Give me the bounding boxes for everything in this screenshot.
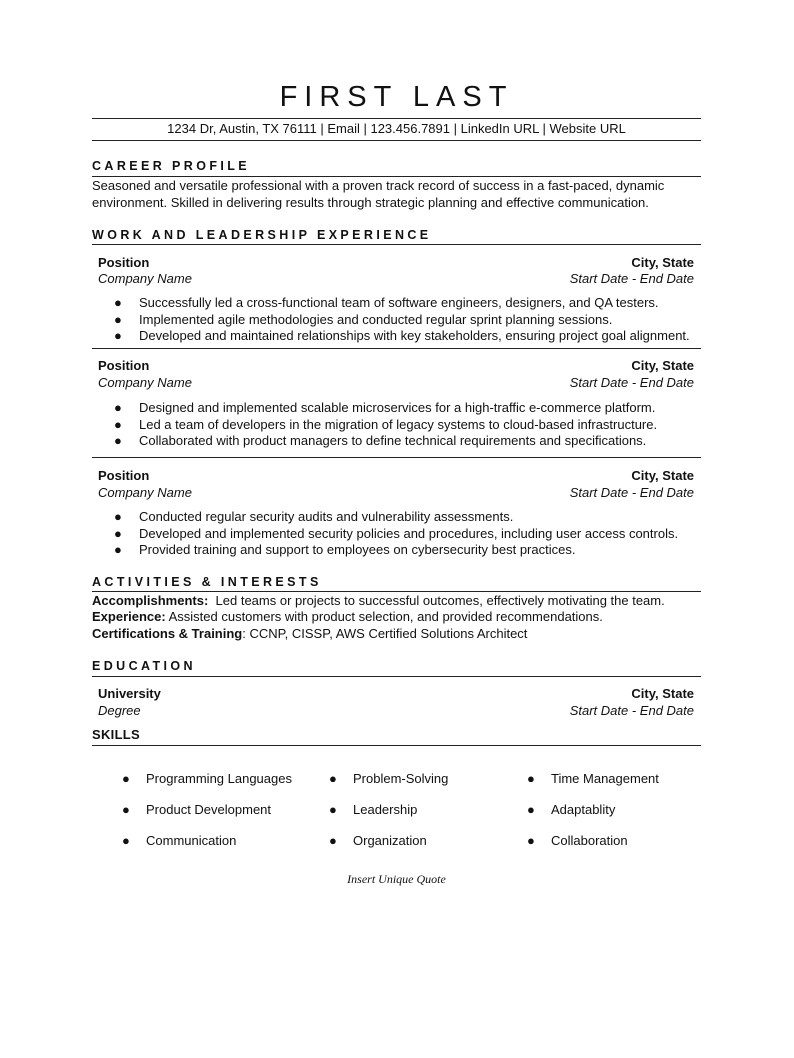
education-location: City, State [631,686,694,701]
resume-name: FIRST LAST [279,81,514,113]
bullet-icon: ● [114,328,122,343]
list-item: ● Collaborated with product managers to define technical requirements and specifications. [114,433,647,448]
skill-item: ● Product Development [122,802,272,817]
skill-item: ● Programming Languages [122,771,292,786]
job-bullets [114,400,704,450]
activities-rule [92,591,701,592]
education-dates: Start Date - End Date [569,703,694,718]
job-position: Position [98,468,150,483]
header-top-rule [92,118,701,119]
job-bullets [114,509,704,559]
skill-item: ● Leadership [329,802,418,817]
list-item: ● Implemented agile methodologies and conducted regular sprint planning sessions. [114,311,613,327]
skills-rule [92,745,701,746]
job-company: Company Name [98,271,192,286]
bullet-icon: ● [329,833,337,848]
list-item: ● Successfully led a cross-functional team of software engineers, designers, and QA testers. [114,295,659,310]
job-dates: Start Date - End Date [569,485,694,500]
job-company-row [98,270,694,287]
list-item: ● Developed and implemented security policies and procedures, including user access controls. [114,525,679,541]
career-profile-text [92,178,701,211]
activities-heading: ACTIVITIES & INTERESTS [92,575,322,589]
bullet-icon: ● [114,433,122,448]
bullet-icon: ● [114,525,122,541]
activity-line [92,609,701,626]
bullet-icon: ● [122,802,130,817]
bullet-icon: ● [329,771,337,786]
list-item: ● Led a team of developers in the migration of legacy systems to cloud-based infrastructure. [114,416,658,432]
skill-item: ● Time Management [527,771,659,786]
bullet-icon: ● [527,771,535,786]
job-company-row [98,374,694,391]
activity-line [92,593,701,610]
skill-item: ● Organization [329,833,427,848]
job-location: City, State [631,358,694,373]
career-profile-line: environment. Skilled in delivering results through strategic planning and effective communication. [92,194,649,210]
skill-item: ● Adaptablity [527,802,616,817]
job-dates: Start Date - End Date [569,375,694,390]
skills-heading: SKILLS [92,727,141,742]
experience-rule [92,244,701,245]
bullet-icon: ● [114,542,122,557]
education-rule [92,676,701,677]
bullet-icon: ● [114,416,122,432]
job-divider [92,457,701,458]
bullet-icon: ● [114,400,122,415]
job-divider [92,348,701,349]
job-bullets [114,295,704,345]
skill-item: ● Communication [122,833,237,848]
contact-line: 1234 Dr, Austin, TX 76111 | Email | 123.456.7891 | LinkedIn URL | Website URL [167,121,626,136]
job-company: Company Name [98,485,192,500]
education-degree: Degree [98,703,141,718]
job-position: Position [98,358,150,373]
activity-text: Led teams or projects to successful outcomes, effectively motivating the team. [208,593,665,608]
job-dates: Start Date - End Date [569,271,694,286]
bullet-icon: ● [122,833,130,848]
bullet-icon: ● [114,509,122,524]
job-company: Company Name [98,375,192,390]
education-heading: EDUCATION [92,659,196,673]
activity-text: : CCNP, CISSP, AWS Certified Solutions Architect [242,626,528,641]
education-degree-row [98,702,694,719]
bullet-icon: ● [114,295,122,310]
job-position: Position [98,255,150,270]
activity-label: Certifications & Training [92,626,243,641]
job-title-row [98,467,694,484]
activity-label: Accomplishments: [92,593,209,608]
bullet-icon: ● [527,802,535,817]
header-bottom-rule [92,140,701,141]
activity-text: Assisted customers with product selection, and provided recommendations. [165,609,603,624]
list-item: ● Designed and implemented scalable microservices for a high-traffic e-commerce platform. [114,400,656,415]
list-item: ● Developed and maintained relationships with key stakeholders, ensuring project goal alignment. [114,328,690,343]
experience-heading: WORK AND LEADERSHIP EXPERIENCE [92,228,432,242]
education-school: University [98,686,161,701]
skill-item: ● Collaboration [527,833,628,848]
activity-line [92,626,701,643]
career-profile-heading: CAREER PROFILE [92,159,251,173]
job-location: City, State [631,255,694,270]
job-title-row [98,254,694,271]
education-title-row [98,685,694,702]
bullet-icon: ● [114,311,122,327]
list-item: ● Conducted regular security audits and vulnerability assessments. [114,509,514,524]
unique-quote: Insert Unique Quote [347,872,446,886]
activity-label: Experience: [92,609,166,624]
job-title-row [98,357,694,374]
bullet-icon: ● [527,833,535,848]
list-item: ● Provided training and support to employees on cybersecurity best practices. [114,542,576,557]
skill-item: ● Problem-Solving [329,771,449,786]
career-profile-line: Seasoned and versatile professional with a proven track record of success in a fast-paced, dynamic [92,178,665,193]
career-profile-rule [92,176,701,177]
bullet-icon: ● [329,802,337,817]
bullet-icon: ● [122,771,130,786]
job-location: City, State [631,468,694,483]
job-company-row [98,484,694,501]
